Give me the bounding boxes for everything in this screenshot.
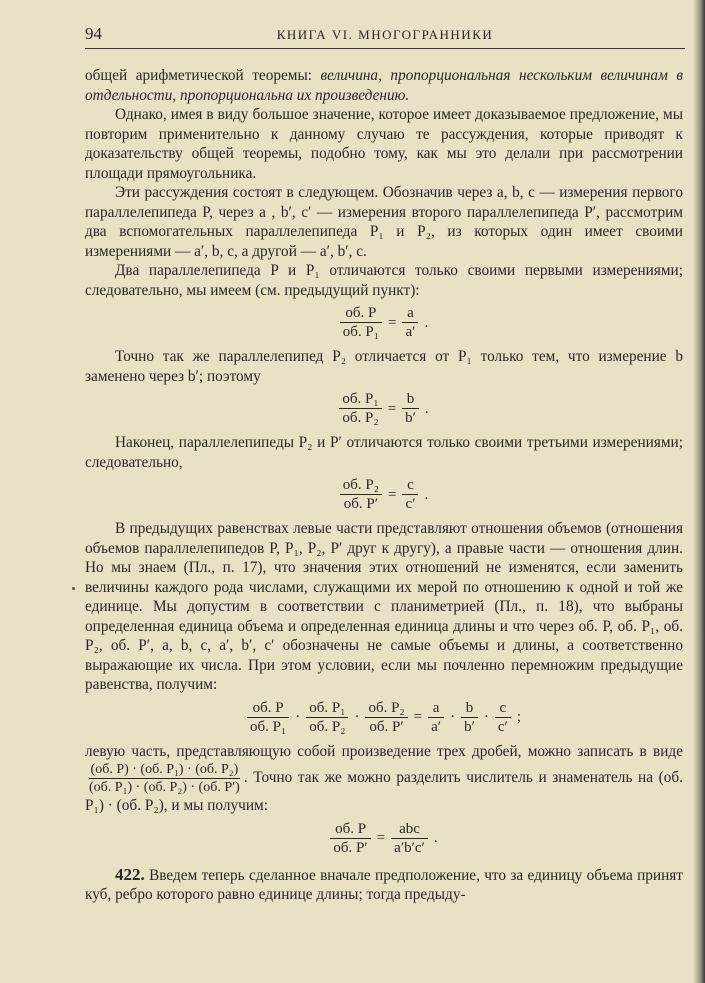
equation-3	[85, 476, 683, 513]
numerator: об. P₁	[339, 390, 381, 409]
numerator: abc	[391, 820, 428, 839]
inline-fraction	[89, 761, 240, 796]
equals: =	[388, 486, 397, 503]
paragraph-2: Однако, имея в виду большое значение, которое имеет доказываемое предложение, мы повторим применительно к данному случаю те рассуждения, которые приводят к доказательству общей теоремы, подобно тому, как мы это делали при рассмотрении площади прямоугольника.	[85, 106, 683, 182]
denominator: об. P′	[333, 839, 368, 856]
paragraph-3: Эти рассуждения состоят в следующем. Обозначив через a, b, c — измерения первого параллелепипеда P, через a , b′, c′ — измерения второго параллелепипеда P′, рассмотрим два вспомогательных параллелепипеда P₁ и P₂, из которых один имеет своими измерениями — a′, b, c, а другой — a′, b′, c.	[85, 184, 683, 260]
numerator: об. P	[340, 304, 382, 323]
denominator: об. P₁	[250, 718, 287, 735]
text: левую часть, представляющую собой произведение трех дробей, можно записать в виде	[85, 742, 683, 760]
times: ·	[295, 709, 301, 725]
paragraph-9	[85, 865, 683, 905]
equals: =	[413, 709, 423, 725]
denominator: a′	[431, 718, 442, 735]
numerator: об. P	[247, 699, 289, 718]
paragraph-4: Два параллелепипеда P и P₁ отличаются только своими первыми измерениями; следовательно, мы имеем (см. предыдущий пункт):	[85, 262, 683, 299]
denominator: a′b′c′	[394, 839, 425, 856]
text: Введем теперь сделанное вначале предположение, что за единицу объема принят куб, ребро которого равно единице длины; тогда предыду-	[85, 866, 683, 903]
numerator: об. P₂	[340, 476, 382, 495]
page-number: 94	[85, 24, 102, 43]
paragraph-7: В предыдущих равенствах левые части представляют отношения объемов (отношения объемов параллелепипедов P, P₁, P₂, P′ друг к другу), а правые части — отношения длин. Но мы знаем (Пл., п. 17), что значения этих отношений не изменятся, если заменить величины каждого рода числами, служащими их мерой по отношению к одной и той же единице. Мы допустим в соответствии с планиметрией (Пл., п. 18), что выбраны определенная единица объема и определенная единица длины и что через об. P, об. P₁, об. P₂, об. P′, a, b, c, a′, b′, c′ обозначены не самые объемы и длины, а соответственно выражающие их числа. При этом условии, если мы почленно перемножим предыдущие равенства, получим:	[85, 520, 683, 693]
times: ·	[483, 709, 489, 725]
paragraph-5: Точно так же параллелепипед P₂ отличается от P₁ только тем, что измерение b заменено через b′; поэтому	[85, 348, 683, 385]
punct: ;	[516, 709, 521, 725]
denominator: b′	[405, 410, 416, 426]
numerator: b	[461, 699, 478, 718]
punct: .	[424, 400, 429, 417]
denominator: b′	[464, 718, 475, 735]
punct: .	[424, 486, 429, 503]
running-title: КНИГА VI. МНОГОГРАННИКИ	[276, 27, 494, 42]
numerator: об. P₁	[306, 699, 348, 718]
denominator: об. P′	[369, 718, 404, 735]
denominator: об. P₂	[342, 410, 379, 426]
numerator: b	[402, 390, 419, 409]
equation-4	[85, 699, 683, 736]
equation-5	[85, 820, 683, 857]
denominator: об. P₁	[342, 324, 380, 340]
denominator: об. P′	[343, 496, 379, 512]
equation-1	[85, 304, 683, 341]
theorem-statement: величина, пропорциональная нескольким величинам в отдельности, пропорциональна их произведению.	[85, 67, 683, 104]
denominator: a′	[405, 324, 416, 340]
numerator: a	[428, 699, 444, 718]
times: ·	[450, 709, 456, 725]
equation-2	[85, 390, 683, 427]
equals: =	[376, 830, 386, 846]
equals: =	[388, 314, 397, 331]
section-number: 422.	[115, 864, 145, 884]
numerator: об. P	[330, 820, 370, 839]
text: общей арифметической теоремы:	[85, 67, 321, 84]
times: ·	[354, 709, 360, 725]
equals: =	[387, 400, 397, 417]
denominator: c′	[405, 496, 416, 512]
numerator: об. P₂	[365, 699, 407, 718]
numerator: a	[402, 304, 418, 323]
paragraph-1	[85, 66, 683, 105]
page-edge-shadow	[693, 0, 705, 983]
denominator: c′	[497, 718, 508, 735]
numerator: (об. P) · (об. P₁) · (об. P₂)	[90, 762, 239, 777]
scan-speck	[72, 587, 75, 590]
numerator: c	[495, 699, 511, 718]
punct: .	[424, 314, 429, 331]
punct: .	[433, 830, 438, 846]
page-body	[85, 66, 683, 905]
paragraph-8	[85, 742, 683, 816]
page-header	[85, 24, 685, 49]
denominator: об. P₂	[309, 718, 346, 735]
numerator: c	[402, 476, 418, 495]
text: . Точно так же можно разделить числитель и знаменатель на (об. P₁) · (об. P₂), и мы получим:	[85, 769, 683, 814]
paragraph-6: Наконец, параллелепипеды P₂ и P′ отличаются только своими третьими измерениями; следовательно,	[85, 434, 683, 471]
denominator: (об. P₁) · (об. P₂) · (об. P′)	[89, 780, 240, 795]
